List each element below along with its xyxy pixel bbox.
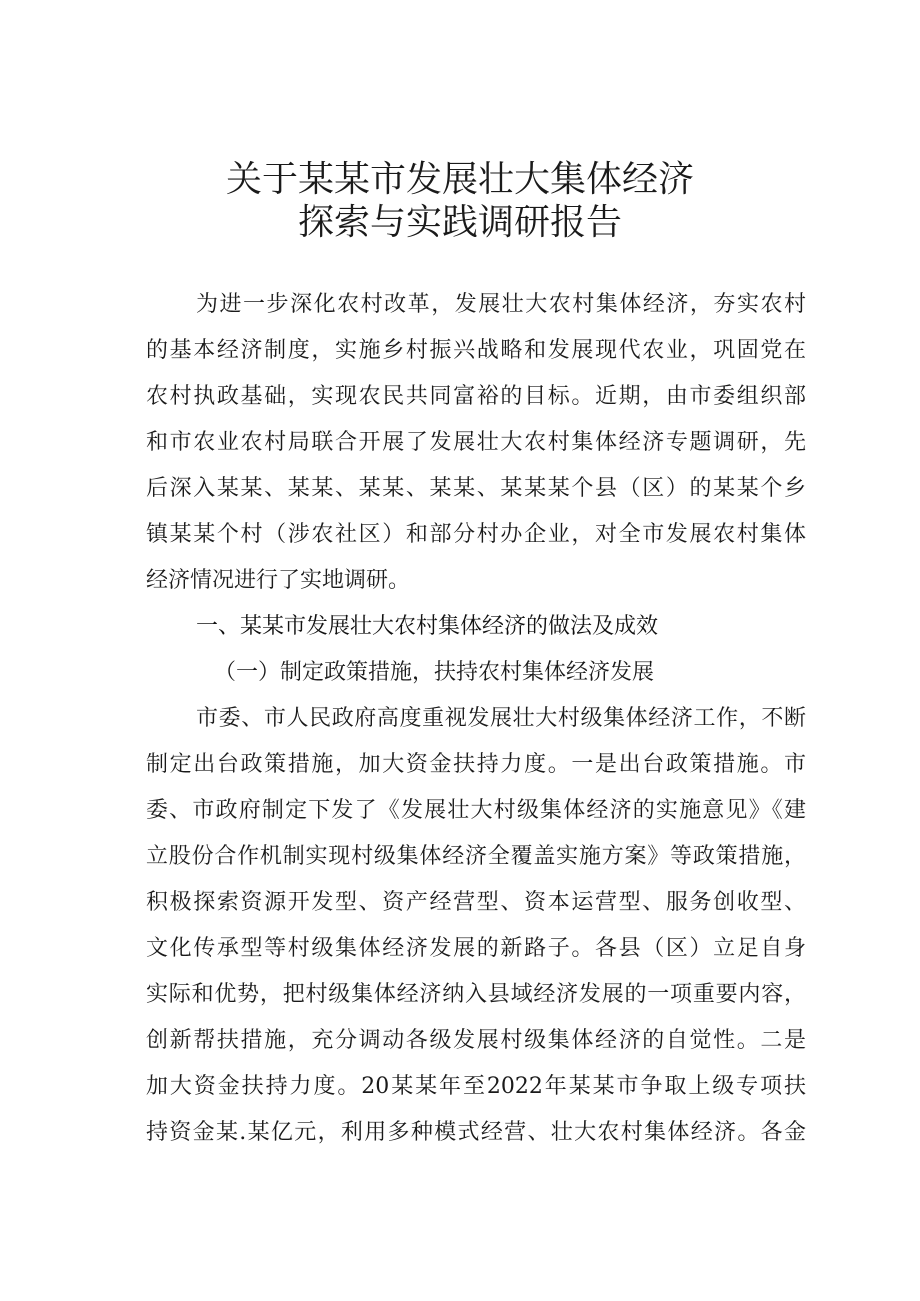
document-title-line-1: 关于某某市发展壮大集体经济 bbox=[225, 159, 694, 200]
document-title-line-2: 探索与实践调研报告 bbox=[297, 202, 622, 243]
body-line: 积极探索资源开发型、资产经营型、资本运营型、服务创收型、 bbox=[146, 890, 806, 915]
body-line: 委、市政府制定下发了《发展壮大村级集体经济的实施意见》《建 bbox=[146, 798, 806, 823]
intro-line: 农村执政基础，实现农民共同富裕的目标。近期，由市委组织部 bbox=[146, 384, 806, 409]
intro-line: 和市农业农村局联合开展了发展壮大农村集体经济专题调研，先 bbox=[146, 430, 806, 455]
intro-line: 经济情况进行了实地调研。 bbox=[146, 568, 411, 593]
body-line: 市委、市人民政府高度重视发展壮大村级集体经济工作，不断 bbox=[196, 706, 806, 731]
subsection-heading: （一）制定政策措施，扶持农村集体经济发展 bbox=[214, 660, 655, 685]
body-line: 创新帮扶措施，充分调动各级发展村级集体经济的自觉性。二是 bbox=[146, 1028, 806, 1053]
section-heading: 一、某某市发展壮大农村集体经济的做法及成效 bbox=[196, 614, 659, 639]
body-line: 实际和优势，把村级集体经济纳入县域经济发展的一项重要内容， bbox=[146, 982, 806, 1007]
body-line: 持资金某.某亿元，利用多种模式经营、壮大农村集体经济。各金 bbox=[146, 1120, 806, 1145]
intro-line: 后深入某某、某某、某某、某某、某某某个县（区）的某某个乡 bbox=[146, 476, 806, 501]
body-line: 制定出台政策措施，加大资金扶持力度。一是出台政策措施。市 bbox=[146, 752, 806, 777]
intro-line: 镇某某个村（涉农社区）和部分村办企业，对全市发展农村集体 bbox=[146, 522, 806, 547]
body-line: 文化传承型等村级集体经济发展的新路子。各县（区）立足自身 bbox=[146, 936, 806, 961]
intro-line: 的基本经济制度，实施乡村振兴战略和发展现代农业，巩固党在 bbox=[146, 338, 806, 363]
body-line: 加大资金扶持力度。20某某年至2022年某某市争取上级专项扶 bbox=[146, 1074, 806, 1099]
body-line: 立股份合作机制实现村级集体经济全覆盖实施方案》等政策措施， bbox=[146, 844, 806, 869]
intro-line: 为进一步深化农村改革，发展壮大农村集体经济，夯实农村 bbox=[196, 292, 806, 317]
